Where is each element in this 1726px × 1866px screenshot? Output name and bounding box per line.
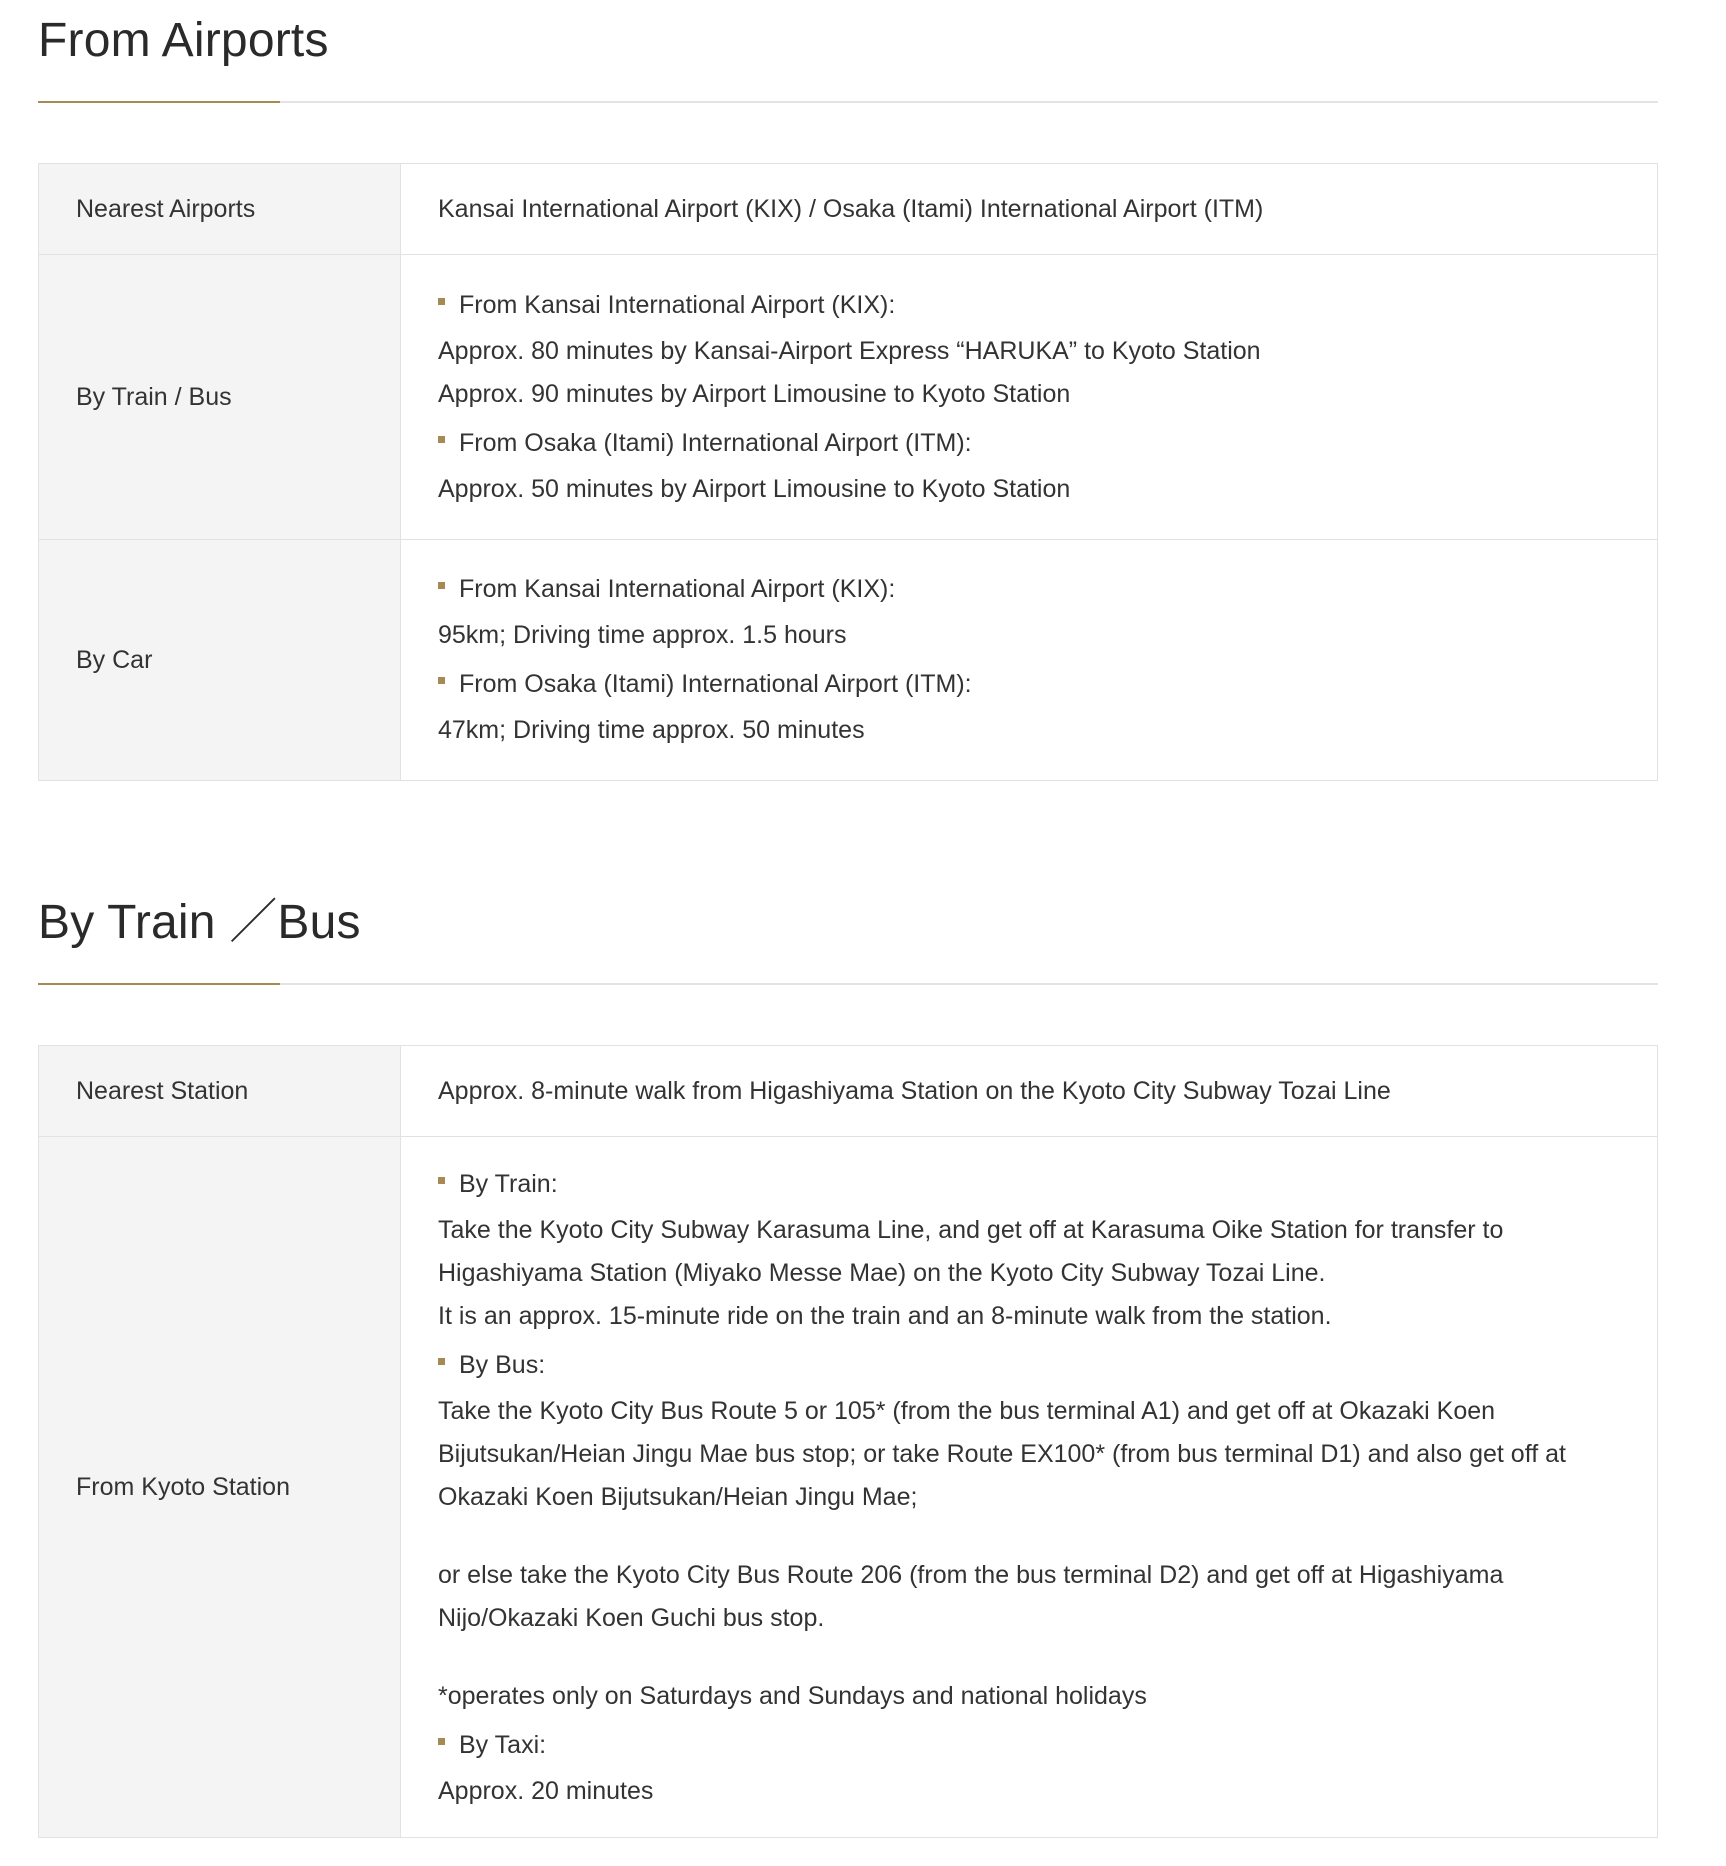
airports-title-divider bbox=[38, 101, 1658, 103]
train-bus-section bbox=[38, 896, 1658, 1838]
route-detail: Approx. 50 minutes by Airport Limousine to Kyoto Station bbox=[438, 474, 1071, 503]
square-bullet-icon bbox=[438, 582, 445, 589]
route-detail: Take the Kyoto City Bus Route 5 or 105* (from the bus terminal A1) and get off at Okazaki Koen bbox=[438, 1397, 1496, 1425]
row-value-nearest-airports bbox=[401, 164, 1658, 255]
row-label-airport-car: By Car bbox=[39, 540, 401, 781]
paragraph-gap bbox=[438, 1640, 1620, 1675]
nearest-airports-text: Kansai International Airport (KIX) / Osaka (Itami) International Airport (ITM) bbox=[438, 194, 1264, 223]
route-detail: Approx. 80 minutes by Kansai-Airport Express “HARUKA” to Kyoto Station bbox=[438, 336, 1261, 365]
airports-table bbox=[38, 163, 1658, 781]
table-row-nearest-airports bbox=[39, 164, 1658, 255]
row-value-from-kyoto-station bbox=[401, 1137, 1658, 1838]
bullet-heading: From Osaka (Itami) International Airport (ITM): bbox=[459, 670, 972, 698]
bullet-heading: By Train: bbox=[459, 1170, 558, 1198]
table-row-nearest-station bbox=[39, 1046, 1658, 1137]
list-item bbox=[438, 1163, 1620, 1206]
route-detail: Approx. 90 minutes by Airport Limousine to Kyoto Station bbox=[438, 379, 1071, 408]
route-detail: Bijutsukan/Heian Jingu Mae bus stop; or take Route EX100* (from bus terminal D1) and also get off at bbox=[438, 1440, 1566, 1468]
route-detail: Higashiyama Station (Miyako Messe Mae) on the Kyoto City Subway Tozai Line. bbox=[438, 1259, 1326, 1287]
row-label-nearest-airports: Nearest Airports bbox=[39, 164, 401, 255]
table-row-from-kyoto-station bbox=[39, 1137, 1658, 1838]
row-value-airport-train-bus bbox=[401, 255, 1658, 540]
train-bus-section-title: By Train ／Bus bbox=[38, 896, 361, 949]
route-detail: Nijo/Okazaki Koen Guchi bus stop. bbox=[438, 1604, 825, 1632]
train-bus-title-divider bbox=[38, 983, 1658, 985]
square-bullet-icon bbox=[438, 1177, 445, 1184]
train-bus-title-accent bbox=[38, 983, 280, 985]
list-item bbox=[438, 568, 1620, 611]
nearest-station-text: Approx. 8-minute walk from Higashiyama Station on the Kyoto City Subway Tozai Line bbox=[438, 1076, 1391, 1105]
square-bullet-icon bbox=[438, 436, 445, 443]
table-row-airport-train-bus bbox=[39, 255, 1658, 540]
route-detail: Approx. 20 minutes bbox=[438, 1777, 654, 1805]
bullet-heading: By Taxi: bbox=[459, 1731, 547, 1759]
row-label-nearest-station: Nearest Station bbox=[39, 1046, 401, 1137]
route-detail: 95km; Driving time approx. 1.5 hours bbox=[438, 621, 847, 649]
list-item bbox=[438, 422, 1620, 465]
row-value-nearest-station bbox=[401, 1046, 1658, 1137]
paragraph-gap bbox=[438, 1519, 1620, 1554]
row-value-airport-car bbox=[401, 540, 1658, 781]
airports-section bbox=[38, 0, 1658, 781]
airports-section-title: From Airports bbox=[38, 14, 329, 67]
train-bus-table bbox=[38, 1045, 1658, 1838]
list-item bbox=[438, 663, 1620, 706]
square-bullet-icon bbox=[438, 298, 445, 305]
route-detail: Take the Kyoto City Subway Karasuma Line, and get off at Karasuma Oike Station for transfer to bbox=[438, 1216, 1504, 1244]
row-label-from-kyoto-station: From Kyoto Station bbox=[39, 1137, 401, 1838]
square-bullet-icon bbox=[438, 1738, 445, 1745]
bullet-heading: From Kansai International Airport (KIX): bbox=[459, 290, 896, 319]
route-detail: It is an approx. 15-minute ride on the train and an 8-minute walk from the station. bbox=[438, 1302, 1332, 1330]
list-item bbox=[438, 1344, 1620, 1387]
bullet-heading: By Bus: bbox=[459, 1351, 546, 1379]
route-detail: or else take the Kyoto City Bus Route 206 (from the bus terminal D2) and get off at Higashiyama bbox=[438, 1561, 1504, 1589]
square-bullet-icon bbox=[438, 677, 445, 684]
row-label-airport-train-bus: By Train / Bus bbox=[39, 255, 401, 540]
bullet-heading: From Osaka (Itami) International Airport (ITM): bbox=[459, 428, 972, 457]
access-page bbox=[38, 0, 1658, 1838]
list-item bbox=[438, 284, 1620, 327]
route-detail: Okazaki Koen Bijutsukan/Heian Jingu Mae; bbox=[438, 1483, 918, 1511]
square-bullet-icon bbox=[438, 1358, 445, 1365]
route-note: *operates only on Saturdays and Sundays and national holidays bbox=[438, 1682, 1147, 1710]
route-detail: 47km; Driving time approx. 50 minutes bbox=[438, 716, 865, 744]
bullet-heading: From Kansai International Airport (KIX): bbox=[459, 575, 896, 603]
airports-title-accent bbox=[38, 101, 280, 103]
list-item bbox=[438, 1724, 1620, 1767]
table-row-airport-car bbox=[39, 540, 1658, 781]
